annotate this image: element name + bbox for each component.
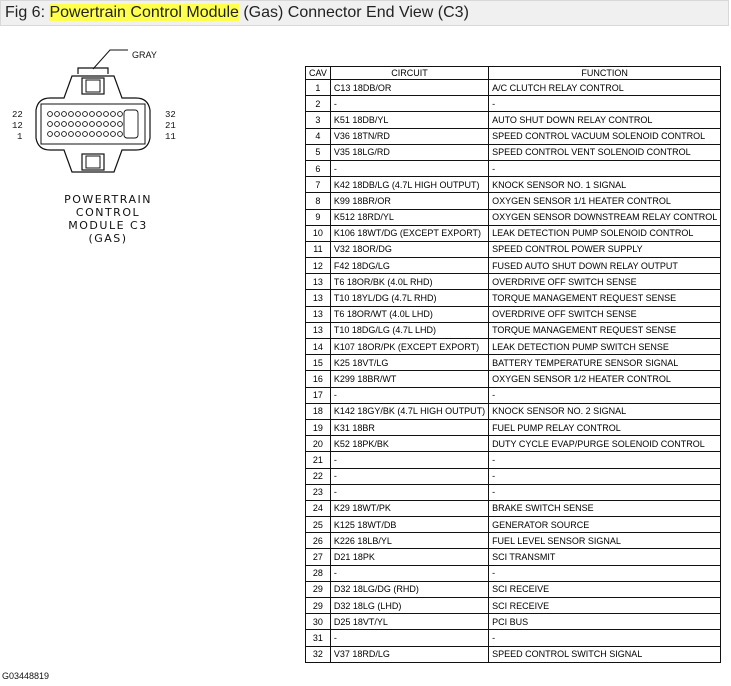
cav-cell: 15 (306, 355, 331, 371)
table-row (306, 306, 721, 322)
table-row (306, 452, 721, 468)
table-row (306, 80, 721, 96)
function-cell: FUSED AUTO SHUT DOWN RELAY OUTPUT (489, 258, 721, 274)
function-cell: - (489, 468, 721, 484)
function-cell: SCI RECEIVE (489, 581, 721, 597)
function-cell: DUTY CYCLE EVAP/PURGE SOLENOID CONTROL (489, 436, 721, 452)
title-bar (0, 0, 729, 26)
table-row (306, 160, 721, 176)
cav-cell: 13 (306, 322, 331, 338)
cav-cell: 11 (306, 241, 331, 257)
circuit-cell: F42 18DG/LG (330, 258, 488, 274)
function-cell: TORQUE MANAGEMENT REQUEST SENSE (489, 322, 721, 338)
circuit-cell: V35 18LG/RD (330, 144, 488, 160)
table-row (306, 517, 721, 533)
table-row (306, 144, 721, 160)
col-header-function: FUNCTION (489, 67, 721, 80)
cav-cell: 29 (306, 598, 331, 614)
cav-cell: 9 (306, 209, 331, 225)
cav-cell: 32 (306, 646, 331, 662)
pin-label-12: 12 (12, 121, 23, 131)
cav-cell: 17 (306, 387, 331, 403)
cav-cell: 21 (306, 452, 331, 468)
caption-line-1: POWERTRAIN (64, 193, 152, 206)
function-cell: - (489, 565, 721, 581)
table-row (306, 193, 721, 209)
function-cell: GENERATOR SOURCE (489, 517, 721, 533)
function-cell: - (489, 484, 721, 500)
function-cell: OXYGEN SENSOR DOWNSTREAM RELAY CONTROL (489, 209, 721, 225)
table-body (306, 80, 721, 663)
function-cell: - (489, 160, 721, 176)
table-row (306, 128, 721, 144)
function-cell: BATTERY TEMPERATURE SENSOR SIGNAL (489, 355, 721, 371)
col-header-cav: CAV (306, 67, 331, 80)
cav-cell: 6 (306, 160, 331, 176)
table-row (306, 549, 721, 565)
table-row (306, 565, 721, 581)
circuit-cell: K29 18WT/PK (330, 500, 488, 516)
circuit-cell: K142 18GY/BK (4.7L HIGH OUTPUT) (330, 403, 488, 419)
pin-label-11: 11 (165, 132, 176, 142)
cav-cell: 8 (306, 193, 331, 209)
circuit-cell: T10 18DG/LG (4.7L LHD) (330, 322, 488, 338)
table-row (306, 209, 721, 225)
function-cell: OVERDRIVE OFF SWITCH SENSE (489, 274, 721, 290)
circuit-cell: T6 18OR/WT (4.0L LHD) (330, 306, 488, 322)
circuit-cell: - (330, 565, 488, 581)
circuit-cell: D32 18LG/DG (RHD) (330, 581, 488, 597)
title-highlight: Powertrain Control Module (49, 4, 239, 21)
cav-cell: 2 (306, 96, 331, 112)
cav-cell: 16 (306, 371, 331, 387)
cav-cell: 13 (306, 274, 331, 290)
circuit-cell: - (330, 630, 488, 646)
function-cell: SPEED CONTROL VENT SOLENOID CONTROL (489, 144, 721, 160)
function-cell: PCI BUS (489, 614, 721, 630)
figure-id: G03448819 (2, 671, 50, 681)
circuit-cell: K42 18DB/LG (4.7L HIGH OUTPUT) (330, 177, 488, 193)
cav-cell: 10 (306, 225, 331, 241)
circuit-cell: K107 18OR/PK (EXCEPT EXPORT) (330, 339, 488, 355)
table-row (306, 484, 721, 500)
cav-cell: 30 (306, 614, 331, 630)
table-row (306, 96, 721, 112)
function-cell: LEAK DETECTION PUMP SOLENOID CONTROL (489, 225, 721, 241)
table-row (306, 177, 721, 193)
function-cell: BRAKE SWITCH SENSE (489, 500, 721, 516)
function-cell: SCI RECEIVE (489, 598, 721, 614)
cav-cell: 28 (306, 565, 331, 581)
pin-label-22: 22 (12, 110, 23, 120)
function-cell: OVERDRIVE OFF SWITCH SENSE (489, 306, 721, 322)
caption-line-4: (GAS) (88, 232, 128, 245)
table-row (306, 598, 721, 614)
circuit-cell: D25 18VT/YL (330, 614, 488, 630)
caption-line-3: MODULE C3 (68, 219, 148, 232)
cav-cell: 13 (306, 290, 331, 306)
function-cell: LEAK DETECTION PUMP SWITCH SENSE (489, 339, 721, 355)
table-row (306, 500, 721, 516)
circuit-cell: K299 18BR/WT (330, 371, 488, 387)
circuit-cell: K25 18VT/LG (330, 355, 488, 371)
cav-cell: 31 (306, 630, 331, 646)
pin-label-21: 21 (165, 121, 176, 131)
table-row (306, 322, 721, 338)
function-cell: SPEED CONTROL POWER SUPPLY (489, 241, 721, 257)
circuit-cell: - (330, 468, 488, 484)
cav-cell: 12 (306, 258, 331, 274)
table-row (306, 258, 721, 274)
col-header-circuit: CIRCUIT (330, 67, 488, 80)
title-suffix: (Gas) Connector End View (C3) (238, 4, 469, 21)
circuit-cell: K31 18BR (330, 419, 488, 435)
cav-cell: 18 (306, 403, 331, 419)
table-row (306, 355, 721, 371)
page-title (5, 4, 469, 22)
function-cell: KNOCK SENSOR NO. 1 SIGNAL (489, 177, 721, 193)
circuit-cell: T6 18OR/BK (4.0L RHD) (330, 274, 488, 290)
function-cell: OXYGEN SENSOR 1/2 HEATER CONTROL (489, 371, 721, 387)
function-cell: FUEL PUMP RELAY CONTROL (489, 419, 721, 435)
connector-caption (8, 193, 208, 245)
table-row (306, 614, 721, 630)
circuit-cell: D32 18LG (LHD) (330, 598, 488, 614)
table-row (306, 533, 721, 549)
table-row (306, 630, 721, 646)
cav-cell: 13 (306, 306, 331, 322)
function-cell: TORQUE MANAGEMENT REQUEST SENSE (489, 290, 721, 306)
circuit-cell: V36 18TN/RD (330, 128, 488, 144)
function-cell: FUEL LEVEL SENSOR SIGNAL (489, 533, 721, 549)
cav-cell: 7 (306, 177, 331, 193)
table-row (306, 290, 721, 306)
function-cell: SPEED CONTROL VACUUM SOLENOID CONTROL (489, 128, 721, 144)
table-row (306, 274, 721, 290)
cav-cell: 1 (306, 80, 331, 96)
circuit-cell: C13 18DB/OR (330, 80, 488, 96)
caption-line-2: CONTROL (75, 206, 141, 219)
circuit-cell: D21 18PK (330, 549, 488, 565)
pin-label-32: 32 (165, 110, 176, 120)
function-cell: KNOCK SENSOR NO. 2 SIGNAL (489, 403, 721, 419)
circuit-cell: - (330, 160, 488, 176)
circuit-cell: - (330, 96, 488, 112)
cav-cell: 14 (306, 339, 331, 355)
gray-label: GRAY (132, 50, 157, 60)
circuit-cell: - (330, 387, 488, 403)
cav-cell: 24 (306, 500, 331, 516)
function-cell: OXYGEN SENSOR 1/1 HEATER CONTROL (489, 193, 721, 209)
cav-cell: 25 (306, 517, 331, 533)
table-row (306, 225, 721, 241)
circuit-cell: K52 18PK/BK (330, 436, 488, 452)
cav-cell: 20 (306, 436, 331, 452)
circuit-cell: K51 18DB/YL (330, 112, 488, 128)
title-prefix: Fig 6: (5, 4, 50, 21)
pin-label-1: 1 (17, 132, 23, 142)
table-row (306, 387, 721, 403)
table-row (306, 403, 721, 419)
function-cell: AUTO SHUT DOWN RELAY CONTROL (489, 112, 721, 128)
table-row (306, 419, 721, 435)
table-row (306, 371, 721, 387)
table-header-row (306, 67, 721, 80)
function-cell: - (489, 96, 721, 112)
cav-cell: 4 (306, 128, 331, 144)
cav-cell: 23 (306, 484, 331, 500)
circuit-cell: K226 18LB/YL (330, 533, 488, 549)
circuit-cell: K99 18BR/OR (330, 193, 488, 209)
cav-cell: 22 (306, 468, 331, 484)
pinout-table (305, 66, 721, 663)
circuit-cell: - (330, 484, 488, 500)
pin-cavities (48, 110, 138, 138)
function-cell: SPEED CONTROL SWITCH SIGNAL (489, 646, 721, 662)
cav-cell: 5 (306, 144, 331, 160)
table-row (306, 581, 721, 597)
table-row (306, 241, 721, 257)
circuit-cell: K512 18RD/YL (330, 209, 488, 225)
function-cell: - (489, 452, 721, 468)
table-row (306, 646, 721, 662)
table-row (306, 112, 721, 128)
circuit-cell: - (330, 452, 488, 468)
table-row (306, 436, 721, 452)
cav-cell: 29 (306, 581, 331, 597)
function-cell: A/C CLUTCH RELAY CONTROL (489, 80, 721, 96)
circuit-cell: V37 18RD/LG (330, 646, 488, 662)
cav-cell: 3 (306, 112, 331, 128)
circuit-cell: V32 18OR/DG (330, 241, 488, 257)
cav-cell: 19 (306, 419, 331, 435)
function-cell: SCI TRANSMIT (489, 549, 721, 565)
circuit-cell: K125 18WT/DB (330, 517, 488, 533)
cav-cell: 26 (306, 533, 331, 549)
function-cell: - (489, 630, 721, 646)
circuit-cell: K106 18WT/DG (EXCEPT EXPORT) (330, 225, 488, 241)
table-row (306, 468, 721, 484)
table-row (306, 339, 721, 355)
function-cell: - (489, 387, 721, 403)
circuit-cell: T10 18YL/DG (4.7L RHD) (330, 290, 488, 306)
cav-cell: 27 (306, 549, 331, 565)
